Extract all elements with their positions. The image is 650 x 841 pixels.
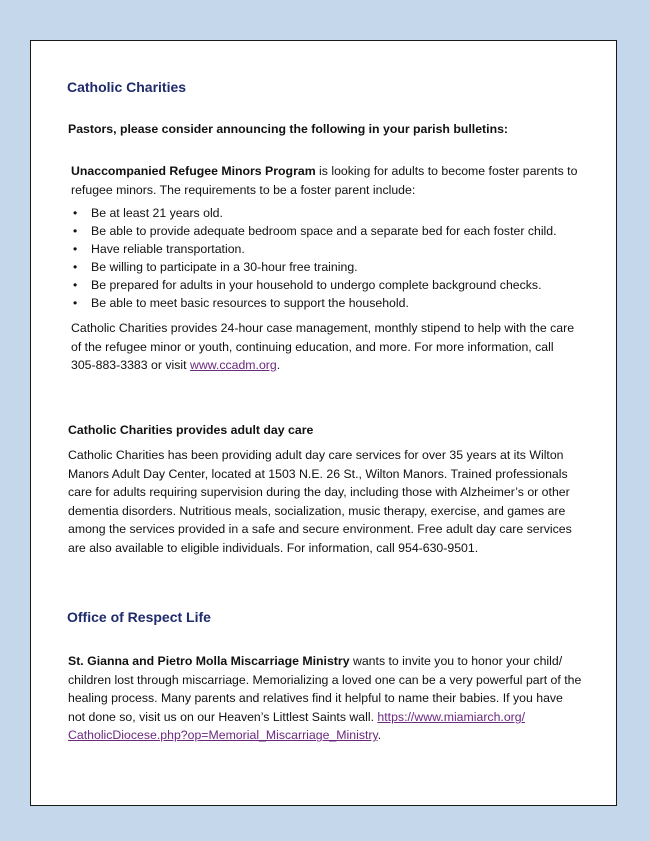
refugee-intro bbox=[71, 162, 581, 199]
requirements-list bbox=[71, 204, 591, 312]
requirement-item: • Be at least 21 years old. bbox=[71, 204, 591, 222]
ccadm-link[interactable]: www.ccadm.org bbox=[189, 358, 277, 373]
miscarriage-paragraph bbox=[68, 652, 582, 745]
miamiarch-link[interactable]: https://www.miamiarch.org/ CatholicDiocese.php?op=Memorial_Miscarriage_Ministry bbox=[68, 709, 526, 743]
adult-day-care-title: Catholic Charities provides adult day care bbox=[68, 423, 314, 437]
ministry-end: . bbox=[377, 728, 382, 743]
catholic-charities-heading: Catholic Charities bbox=[67, 79, 187, 95]
refugee-intro-rest: is looking for adults to become foster parents to refugee minors. The requirements to be a foster parent include: bbox=[71, 164, 578, 197]
adult-day-care-body: Catholic Charities has been providing adult day care services for over 35 years at its Wilton Manors Adult Day Center, located at 1503 N.E. 26 St., Wilton Manors. Trained professionals care for adults requiring supervision during the day, including those with Alzheimer’s or other dementia disorders. Nutritious meals, socialization, music therapy, exercise, and games are among the services provided in a safe and secure environment. Free adult day care services are also available to eligible individuals. For information, call 954-630-9501. bbox=[68, 448, 572, 555]
refugee-program-name: Unaccompanied Refugee Minors Program bbox=[71, 164, 316, 178]
pastors-intro: Pastors, please consider announcing the following in your parish bulletins: bbox=[68, 122, 509, 136]
requirement-item: • Be willing to participate in a 30-hour free training. bbox=[71, 258, 591, 276]
requirement-item: • Be prepared for adults in your household to undergo complete background checks. bbox=[71, 276, 591, 294]
requirement-item: • Have reliable transportation. bbox=[71, 240, 591, 258]
respect-life-heading: Office of Respect Life bbox=[67, 609, 211, 625]
ministry-name: St. Gianna and Pietro Molla Miscarriage Ministry bbox=[68, 654, 350, 668]
refugee-closing-end: . bbox=[276, 358, 281, 373]
refugee-closing-text: Catholic Charities provides 24-hour case management, monthly stipend to help with the care of the refugee minor or youth, continuing education, and more. For more information, call 305-883-3383 or visit bbox=[71, 321, 575, 373]
refugee-closing bbox=[71, 319, 581, 375]
ministry-body: wants to invite you to honor your child/ children lost through miscarriage. Memorializing a loved one can be a very powerful part of the healing process. Many parents and relatives find it helpful to name their babies. If you have not done so, visit us on our Heaven’s Littlest Saints wall. bbox=[68, 654, 582, 724]
requirement-item: • Be able to meet basic resources to support the household. bbox=[71, 294, 591, 312]
requirement-item: • Be able to provide adequate bedroom space and a separate bed for each foster child. bbox=[71, 222, 591, 240]
bulletin-page bbox=[30, 40, 617, 806]
